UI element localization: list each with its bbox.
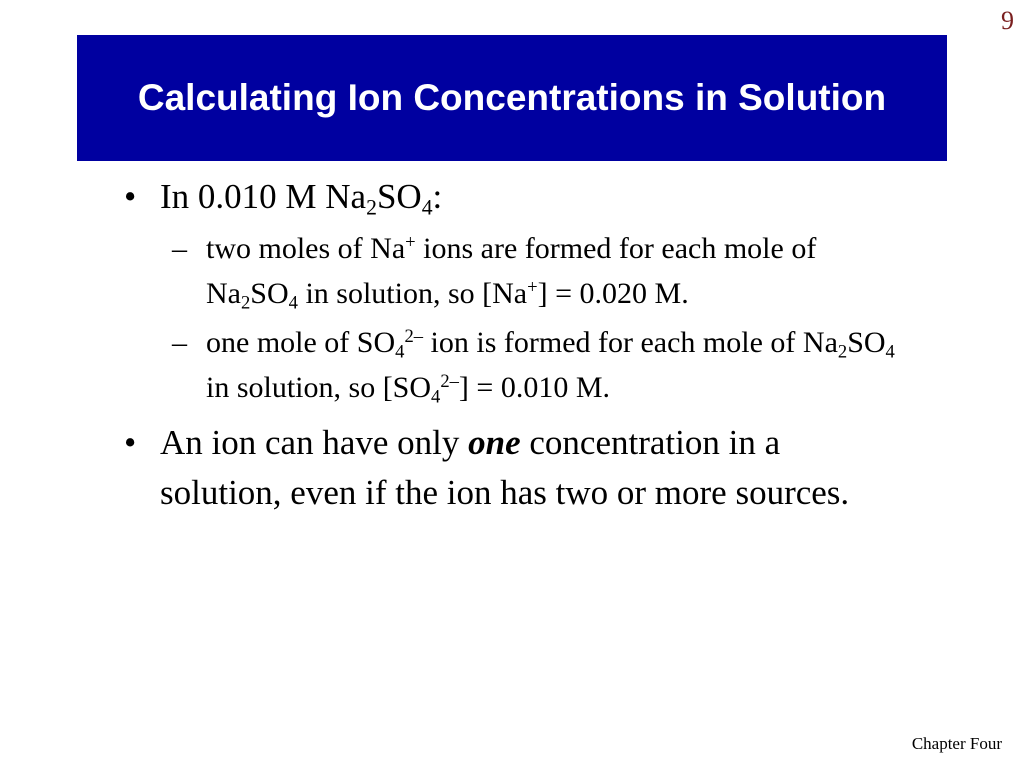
text-run: ] = 0.020 M. bbox=[537, 277, 689, 310]
text-run: ion is formed for each mole of Na bbox=[423, 326, 838, 359]
bullet-na2so4 bbox=[120, 172, 910, 222]
slide-number: 9 bbox=[1001, 6, 1014, 35]
slide-content bbox=[120, 172, 910, 518]
superscript: + bbox=[527, 276, 538, 298]
bullet-text bbox=[160, 177, 443, 220]
text-run: in solution, so [SO bbox=[206, 371, 432, 404]
subscript: 2 bbox=[366, 195, 377, 220]
text-run: SO bbox=[250, 277, 289, 310]
text-run: SO bbox=[376, 177, 422, 216]
subbullet-text bbox=[206, 231, 817, 314]
text-run: one mole of SO bbox=[206, 326, 396, 359]
subscript: 2 bbox=[837, 341, 848, 363]
subscript: 4 bbox=[395, 341, 405, 363]
superscript: 2– bbox=[404, 325, 424, 347]
subbullet-text bbox=[206, 325, 895, 408]
bullet-text bbox=[160, 423, 849, 512]
subscript: 4 bbox=[421, 195, 433, 220]
text-run: concentration in a solution, even if the ion has two or more sources. bbox=[160, 423, 850, 512]
bullet-icon: • bbox=[124, 423, 137, 462]
dash-icon: – bbox=[172, 232, 187, 265]
bullet-one-concentration bbox=[120, 418, 910, 518]
emphasis-text: one bbox=[468, 423, 521, 462]
text-run: SO bbox=[847, 326, 886, 359]
text-run: : bbox=[432, 177, 443, 216]
subbullet-sulfate bbox=[120, 320, 910, 410]
text-run: In 0.010 M Na bbox=[160, 177, 367, 216]
superscript: 2– bbox=[440, 370, 459, 392]
subscript: 2 bbox=[240, 292, 251, 314]
text-run: ions are formed for each mole of Na bbox=[206, 232, 817, 310]
footer-chapter: Chapter Four bbox=[911, 734, 1002, 753]
subscript: 4 bbox=[885, 341, 895, 363]
subscript: 4 bbox=[288, 292, 298, 314]
title-bar bbox=[77, 35, 947, 161]
slide-title: Calculating Ion Concentrations in Solution bbox=[137, 77, 887, 118]
text-run: two moles of Na bbox=[206, 232, 406, 265]
text-run: An ion can have only bbox=[160, 423, 469, 462]
dash-icon: – bbox=[172, 326, 187, 359]
text-run: ] = 0.010 M. bbox=[458, 371, 611, 404]
bullet-icon: • bbox=[124, 177, 137, 216]
text-run: in solution, so [Na bbox=[297, 277, 528, 310]
subscript: 4 bbox=[431, 386, 441, 408]
subbullet-sodium bbox=[120, 226, 910, 316]
superscript: + bbox=[405, 231, 416, 253]
